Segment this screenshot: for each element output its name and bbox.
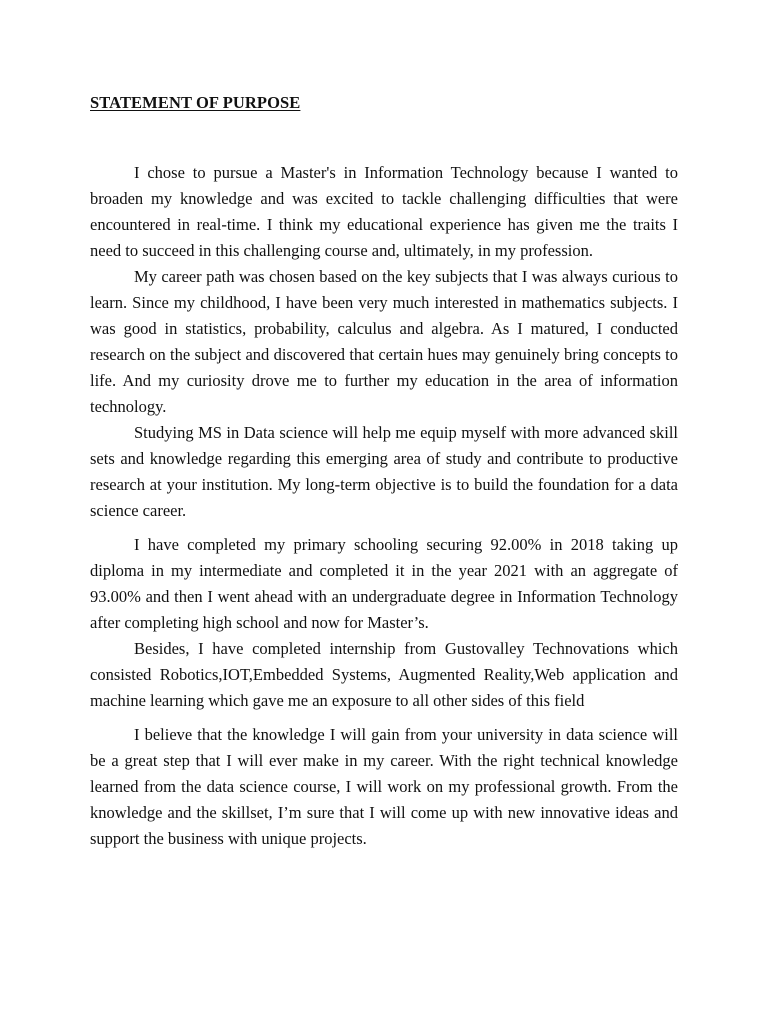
paragraph-education: I have completed my primary schooling securing 92.00% in 2018 taking up diploma in my intermediate and completed it in the year 2021 with an aggregate of 93.00% and then I went ahead with an undergraduate degree in Information Technology after completing high school and now for Master’s.	[90, 535, 678, 632]
paragraph-career-path: My career path was chosen based on the key subjects that I was always curious to learn. Since my childhood, I have been very much interested in mathematics subjects. I was good in statistics, probability, calculus and algebra. As I matured, I conducted research on the subject and discovered that certain hues may genuinely bring concepts to life. And my curiosity drove me to further my education in the area of information technology.	[90, 267, 678, 416]
document-body	[90, 160, 678, 852]
document-title: STATEMENT OF PURPOSE	[90, 93, 301, 112]
paragraph-motivation: I chose to pursue a Master's in Information Technology because I wanted to broaden my knowledge and was excited to tackle challenging difficulties that were encountered in real-time. I think my educational experience has given me the traits I need to succeed in this challenging course and, ultimately, in my profession.	[90, 163, 678, 260]
paragraph-conclusion: I believe that the knowledge I will gain from your university in data science will be a great step that I will ever make in my career. With the right technical knowledge learned from the data science course, I will work on my professional growth. From the knowledge and the skillset, I’m sure that I will come up with new innovative ideas and support the business with unique projects.	[90, 725, 678, 848]
paragraph-objective: Studying MS in Data science will help me equip myself with more advanced skill sets and knowledge regarding this emerging area of study and contribute to productive research at your institution. My long-term objective is to build the foundation for a data science career.	[90, 423, 678, 520]
paragraph-internship: Besides, I have completed internship from Gustovalley Technovations which consisted Robotics,IOT,Embedded Systems, Augmented Reality,Web application and machine learning which gave me an exposure to all other sides of this field	[90, 639, 678, 710]
